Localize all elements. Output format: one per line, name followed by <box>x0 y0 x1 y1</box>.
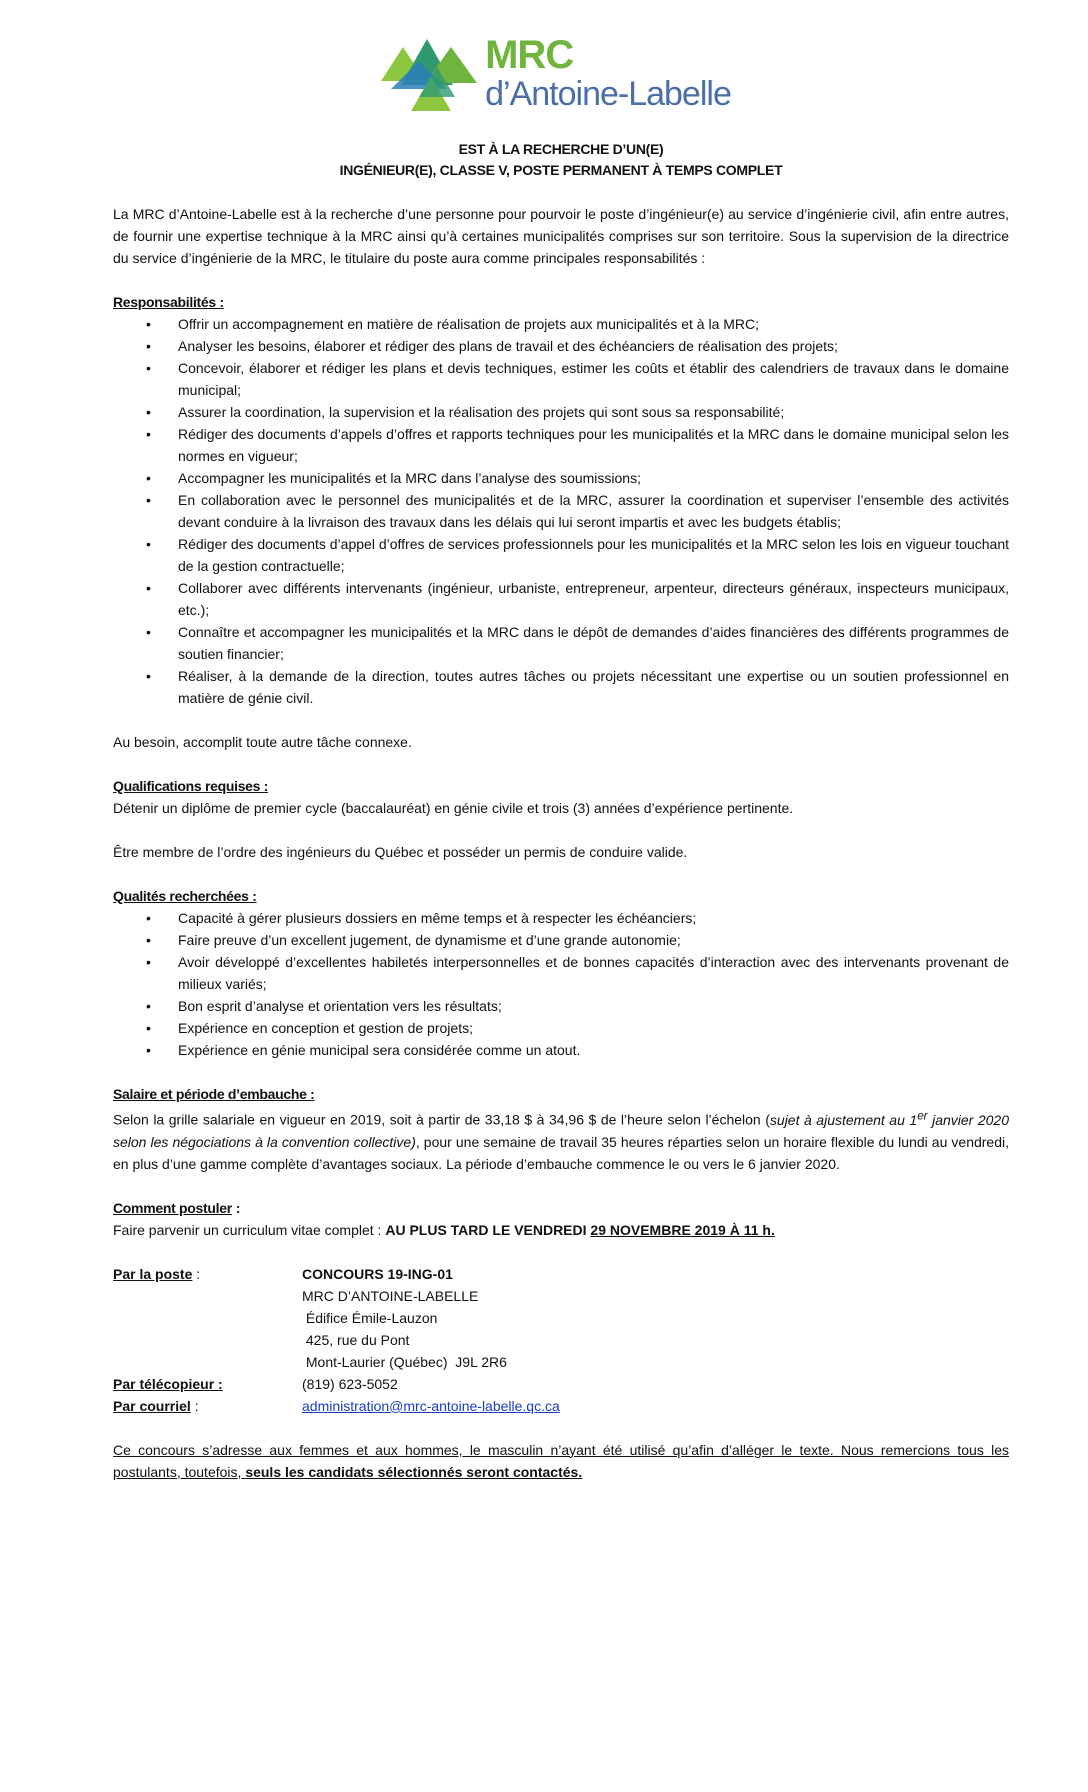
intro-paragraph: La MRC d’Antoine-Labelle est à la recherche d’une personne pour pourvoir le poste d’ingénieur(e) au service d’ingénierie civil, afin entre autres, de fournir une expertise technique à la MRC ainsi qu’à certaines municipalités comprises sur son territoire. Sous la supervision de la directrice du service d’ingénierie de la MRC, le titulaire du poste aura comme principales responsabilités : <box>113 206 1009 266</box>
deadline-date: 29 NOVEMBRE 2019 À 11 h. <box>590 1221 775 1238</box>
salaire-title: Salaire et période d’embauche : <box>113 1086 315 1102</box>
postuler-text <box>113 1219 1009 1241</box>
list-item: • Offrir un accompagnement en matière de réalisation de projets aux municipalités et à la MRC; <box>113 313 1009 335</box>
responsabilites-list <box>113 313 1009 709</box>
qualites-list <box>113 907 1009 1061</box>
list-item: • Concevoir, élaborer et rédiger les plans et devis techniques, estimer les coûts et établir des calendriers de travaux dans le domaine municipal; <box>113 357 1009 401</box>
email-colon: : <box>190 1397 199 1414</box>
postuler-title-colon: : <box>231 1199 241 1216</box>
list-item: • Expérience en génie municipal sera considérée comme un atout. <box>113 1039 1009 1061</box>
address-line: MRC D’ANTOINE-LABELLE <box>302 1287 479 1304</box>
salaire-italic-sup: er <box>917 1109 928 1122</box>
logo-wordmark <box>485 35 731 111</box>
other-tasks-text: Au besoin, accomplit toute autre tâche connexe. <box>113 734 412 750</box>
footer-notice <box>113 1439 1009 1483</box>
list-item: • Capacité à gérer plusieurs dossiers en même temps et à respecter les échéanciers; <box>113 907 1009 929</box>
qualifications-title: Qualifications requises : <box>113 778 269 794</box>
list-item: • Bon esprit d’analyse et orientation vers les résultats; <box>113 995 1009 1017</box>
mrc-logo <box>103 28 1009 118</box>
salaire-section <box>113 1083 1009 1175</box>
list-item: • Connaître et accompagner les municipalités et la MRC dans le dépôt de demandes d’aides financières des différents programmes de soutien financier; <box>113 621 1009 665</box>
heading-line-2: INGÉNIEUR(E), CLASSE V, POSTE PERMANENT À TEMPS COMPLET <box>339 162 783 178</box>
list-item: • Rédiger des documents d’appels d’offres et rapports techniques pour les municipalités et la MRC dans le domaine municipal selon les normes en vigueur; <box>113 423 1009 467</box>
list-item: • Collaborer avec différents intervenants (ingénieur, urbaniste, entrepreneur, arpenteur, directeurs généraux, inspecteurs municipaux, etc.); <box>113 577 1009 621</box>
list-item: • Avoir développé d’excellentes habiletés interpersonnelles et de bonnes capacités d’interaction avec des intervenants provenant de milieux variés; <box>113 951 1009 995</box>
responsabilites-section <box>113 291 1009 709</box>
list-item: • Expérience en conception et gestion de projets; <box>113 1017 1009 1039</box>
logo-mrc-text: MRC <box>485 33 574 77</box>
salaire-text-2: , pour une semaine de travail 35 heures réparties selon un horaire flexible du lundi au vendredi, en plus d’une gamme complète d’avantages sociaux. La période d’embauche commence le ou vers le 6 janvier 2020. <box>113 1133 1009 1172</box>
list-item: • Assurer la coordination, la supervision et la réalisation des projets qui sont sous sa responsabilité; <box>113 401 1009 423</box>
contact-email-row <box>113 1395 1009 1417</box>
list-item: • En collaboration avec le personnel des municipalités et de la MRC, assurer la coordination et superviser l’ensemble des activités devant conduire à la livraison des travaux dans les délais qui lui seront impartis et avec les budgets établis; <box>113 489 1009 533</box>
footer-bold: seuls les candidats sélectionnés seront contactés. <box>245 1463 583 1480</box>
qualifications-membership: Être membre de l’ordre des ingénieurs du Québec et posséder un permis de conduire valide. <box>113 844 688 860</box>
job-posting-page <box>113 28 1009 1483</box>
address-line: 425, rue du Pont <box>302 1331 410 1348</box>
salaire-italic-post: janvier 2020 selon les négociations à la convention collective) <box>113 1111 1009 1150</box>
salaire-text-1: Selon la grille salariale en vigueur en 2019, soit à partir de 33,18 $ à 34,96 $ de l’heure selon l’échelon ( <box>113 1111 770 1128</box>
postuler-instruction: Faire parvenir un curriculum vitae complet : <box>113 1221 386 1238</box>
salaire-paragraph <box>113 1105 1009 1175</box>
address-line: Mont-Laurier (Québec) J9L 2R6 <box>302 1353 507 1370</box>
fax-number: (819) 623-5052 <box>302 1375 398 1392</box>
salaire-italic-pre: sujet à ajustement au 1 <box>769 1111 918 1128</box>
responsabilites-title: Responsabilités : <box>113 294 224 310</box>
contact-section <box>113 1263 1009 1417</box>
poste-label: Par la poste <box>113 1265 193 1282</box>
concours-number: CONCOURS 19-ING-01 <box>302 1265 453 1282</box>
qualites-title: Qualités recherchées : <box>113 888 257 904</box>
posting-heading <box>113 139 1009 181</box>
email-link[interactable]: administration@mrc-antoine-labelle.qc.ca <box>302 1397 560 1414</box>
email-label-wrap <box>113 1395 302 1417</box>
qualifications-diploma: Détenir un diplôme de premier cycle (baccalauréat) en génie civile et trois (3) années d’expérience pertinente. <box>113 800 794 816</box>
contact-poste-row <box>113 1263 1009 1285</box>
address-line: Édifice Émile-Lauzon <box>302 1309 438 1326</box>
postuler-title: Comment postuler <box>113 1199 232 1216</box>
poste-label-wrap <box>113 1263 302 1285</box>
email-label: Par courriel <box>113 1397 191 1414</box>
mountains-logo-icon <box>381 33 481 113</box>
list-item: • Rédiger des documents d’appel d’offres de services professionnels pour les municipalités et la MRC selon les lois en vigueur touchant de la gestion contractuelle; <box>113 533 1009 577</box>
footer-text: Ce concours s’adresse aux femmes et aux hommes, le masculin n’ayant été utilisé qu’afin d’alléger le texte. Nous remercions tous les postulants, toutefois, <box>113 1441 1009 1480</box>
contact-fax-row <box>113 1373 1009 1395</box>
list-item: • Accompagner les municipalités et la MRC dans l’analyse des soumissions; <box>113 467 1009 489</box>
postuler-title-row <box>113 1197 1009 1219</box>
heading-line-1: EST À LA RECHERCHE D’UN(E) <box>458 141 664 157</box>
deadline-pre: AU PLUS TARD LE VENDREDI <box>385 1221 591 1238</box>
list-item: • Analyser les besoins, élaborer et rédiger des plans de travail et des échéanciers de réalisation des projets; <box>113 335 1009 357</box>
logo-name-text: d’Antoine-Labelle <box>485 75 731 113</box>
poste-colon: : <box>192 1265 201 1282</box>
list-item: • Faire preuve d’un excellent jugement, de dynamisme et d’une grande autonomie; <box>113 929 1009 951</box>
qualifications-section <box>113 775 1009 863</box>
postuler-section <box>113 1197 1009 1241</box>
list-item: • Réaliser, à la demande de la direction, toutes autres tâches ou projets nécessitant une expertise ou un soutien professionnel en matière de génie civil. <box>113 665 1009 709</box>
qualites-section <box>113 885 1009 1061</box>
fax-label: Par télécopieur : <box>113 1375 223 1392</box>
